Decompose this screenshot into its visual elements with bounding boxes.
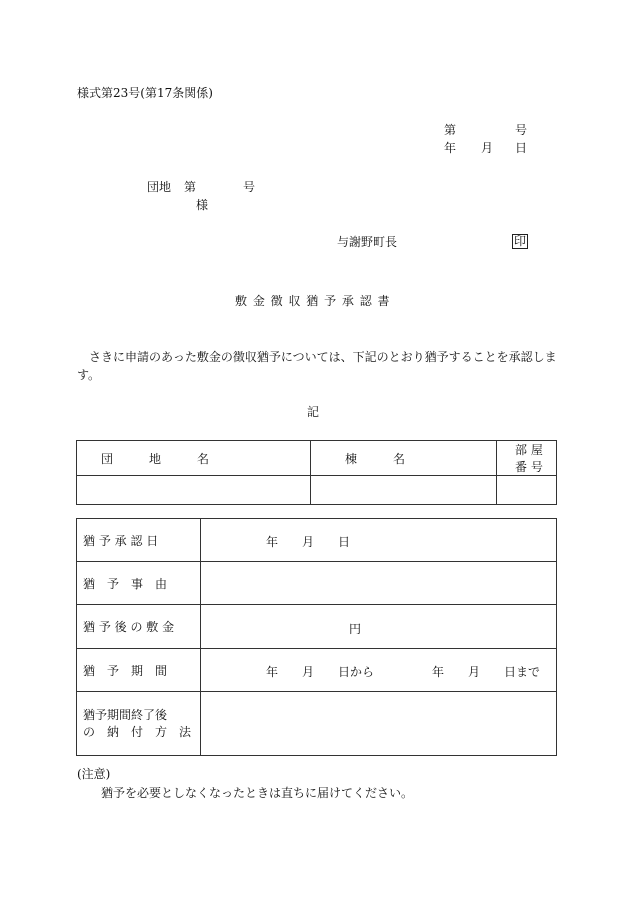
- ki-label: 記: [307, 405, 320, 419]
- deferment-table: [76, 518, 557, 756]
- value-deposit-after[interactable]: [201, 605, 557, 649]
- period-end-day: 日まで: [504, 665, 541, 679]
- note-text: 猶予を必要としなくなったときは直ちに届けてください。: [101, 786, 414, 800]
- doc-number-prefix: 第: [444, 123, 457, 137]
- period-end-month: 月: [468, 665, 481, 679]
- label-deposit-after: 猶 予 後 の 敷 金: [77, 605, 201, 649]
- header-danchi-name: 団 地 名: [77, 441, 311, 476]
- payment-method-line2: の 納 付 方 法: [83, 724, 192, 739]
- document-title: 敷 金 徴 収 猶 予 承 認 書: [235, 294, 390, 308]
- payment-method-line1: 猶予期間終了後: [83, 707, 168, 722]
- cell-danchi-name[interactable]: [77, 476, 311, 505]
- issuer-title: 与謝野町長: [337, 235, 398, 249]
- date-year: 年: [444, 141, 457, 155]
- date-month: 月: [481, 141, 494, 155]
- header-room-number: 部 屋 番 号: [497, 441, 557, 476]
- body-text-line2: す。: [77, 368, 101, 382]
- date-day: 日: [515, 141, 528, 155]
- addressee-dai: 第: [184, 180, 197, 194]
- cell-room-number[interactable]: [497, 476, 557, 505]
- body-text-line1: さきに申請のあった敷金の徴収猶予については、下記のとおり猶予することを承認しま: [89, 350, 557, 364]
- period-start-month: 月: [302, 665, 315, 679]
- label-reason: 猶 予 事 由: [77, 562, 201, 605]
- value-approval-date[interactable]: [201, 519, 557, 562]
- addressee-go: 号: [243, 180, 256, 194]
- addressee-sama: 様: [196, 198, 209, 212]
- header-building-name: 棟 名: [311, 441, 497, 476]
- property-table: [76, 440, 557, 505]
- label-approval-date: 猶 予 承 認 日: [77, 519, 201, 562]
- doc-number-suffix: 号: [515, 123, 528, 137]
- yen-unit: 円: [349, 622, 362, 636]
- approval-year: 年: [266, 535, 279, 549]
- form-number: 様式第23号(第17条関係): [77, 86, 213, 100]
- approval-day: 日: [338, 535, 351, 549]
- period-start-year: 年: [266, 665, 279, 679]
- label-period: 猶 予 期 間: [77, 649, 201, 692]
- addressee-danchi: 団地: [147, 180, 172, 194]
- value-payment-method[interactable]: [201, 692, 557, 756]
- seal-mark: 印: [514, 234, 527, 248]
- value-reason[interactable]: [201, 562, 557, 605]
- value-period[interactable]: [201, 649, 557, 692]
- cell-building-name[interactable]: [311, 476, 497, 505]
- label-payment-method: [77, 692, 201, 756]
- period-start-day: 日から: [338, 665, 375, 679]
- note-heading: (注意): [77, 767, 111, 781]
- period-end-year: 年: [432, 665, 445, 679]
- approval-month: 月: [302, 535, 315, 549]
